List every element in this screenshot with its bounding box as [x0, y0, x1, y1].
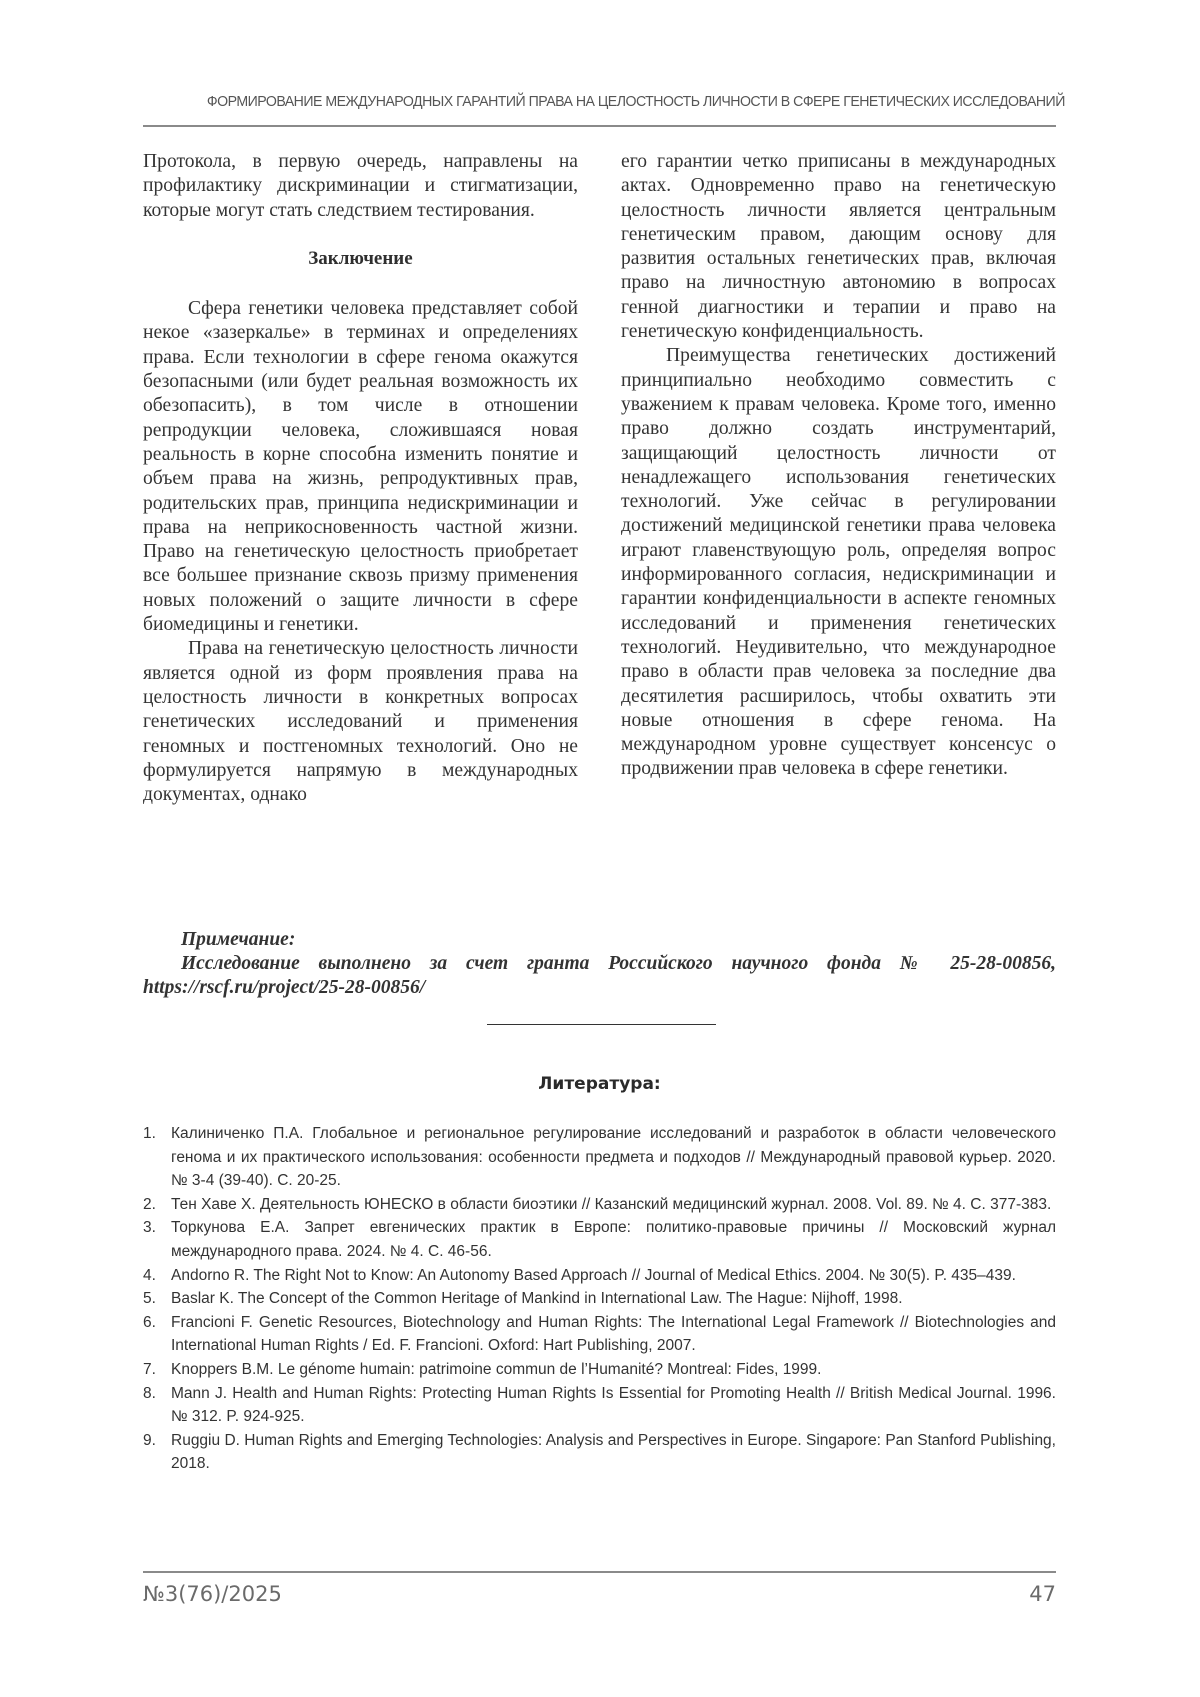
reference-text: Калиниченко П.А. Глобальное и региональное регулирование исследований и разработок в области человеческого генома и их практического использования: особенности предмета и подходов // Международный правовой курьер. 2020. № 3-4 (39-40). С. 20-25.: [171, 1125, 1056, 1190]
paragraph: Сфера генетики человека представляет собой некое «зазеркалье» в терминах и определениях права. Если технологии в сфере генома окажутся безопасными (или будет реальная возможность их обезопасить), в том числе в отношении репродукции человека, сложившаяся новая реальность в корне способна изменить понятие и объем права на жизнь, репродуктивных прав, родительских прав, принципа недискриминации и права на неприкосновенность частной жизни. Право на генетическую целостность приобретает все большее признание сквозь призму применения новых положений о защите личности в сфере биомедицины и генетики.: [143, 298, 578, 636]
reference-item: [143, 1382, 1056, 1429]
reference-number: 6.: [143, 1313, 156, 1331]
header-rule: [143, 125, 1056, 127]
reference-text: Торкунова Е.А. Запрет евгенических практик в Европе: политико-правовые причины // Московский журнал международного права. 2024. № 4. С. 46-56.: [171, 1219, 1056, 1260]
reference-item: [143, 1287, 1056, 1311]
reference-text: Francioni F. Genetic Resources, Biotechnology and Human Rights: The International Legal Framework // Biotechnologies and International Human Rights / Ed. F. Francioni. Oxford: Hart Publishing, 2007.: [171, 1313, 1056, 1355]
reference-item: [143, 1264, 1056, 1288]
reference-item: [143, 1311, 1056, 1358]
reference-text: Mann J. Health and Human Rights: Protecting Human Rights Is Essential for Promoting Health // British Medical Journal. 1996. № 312. P. 924-925.: [171, 1384, 1056, 1426]
funding-note: [143, 928, 1056, 1000]
section-separator: [487, 1024, 716, 1025]
issue-number: №3(76)/2025: [143, 1582, 282, 1606]
reference-number: 4.: [143, 1266, 156, 1284]
right-column: [621, 150, 1056, 807]
two-column-body: [143, 150, 1056, 807]
reference-item: [143, 1216, 1056, 1263]
reference-number: 9.: [143, 1431, 156, 1449]
reference-number: 5.: [143, 1290, 156, 1308]
reference-number: 7.: [143, 1360, 156, 1378]
reference-text: Baslar K. The Concept of the Common Heritage of Mankind in International Law. The Hague: Nijhoff, 1998.: [171, 1290, 903, 1308]
note-label: Примечание:: [181, 929, 296, 950]
reference-item: [143, 1358, 1056, 1382]
reference-item: [143, 1429, 1056, 1476]
paragraph: его гарантии четко приписаны в международных актах. Одновременно право на генетическую целостность личности является центральным генетическим правом, дающим основу для развития остальных генетических прав, включая право на личностную автономию в вопросах генной диагностики и терапии и право на генетическую конфиденциальность.: [621, 151, 1056, 343]
paragraph: Преимущества генетических достижений принципиально необходимо совместить с уважением к правам человека. Кроме того, именно право должно создать инструментарий, защищающий целостность личности от ненадлежащего использования генетических технологий. Уже сейчас в регулировании достижений медицинской генетики права человека играют главенствующую роль, определяя вопрос информированного согласия, недискриминации и гарантии конфиденциальности в аспекте геномных исследований и применения генетических технологий. Неудивительно, что международное право в области прав человека за последние два десятилетия расширилось, чтобы охватить эти новые отношения в сфере генома. На международном уровне существует консенсус о продвижении прав человека в сфере генетики.: [621, 345, 1056, 780]
reference-item: [143, 1193, 1056, 1217]
reference-number: 2.: [143, 1195, 156, 1213]
reference-number: 8.: [143, 1384, 156, 1402]
page-number: 47: [1029, 1582, 1056, 1606]
paragraph: Протокола, в первую очередь, направлены на профилактику дискриминации и стигматизации, которые могут стать следствием тестирования.: [143, 151, 578, 221]
reference-item: [143, 1122, 1056, 1193]
references-heading: Литература:: [538, 1074, 661, 1094]
reference-text: Тен Хаве Х. Деятельность ЮНЕСКО в области биоэтики // Казанский медицинский журнал. 2008. Vol. 89. № 4. С. 377-383.: [171, 1195, 1052, 1213]
section-heading-conclusion: Заключение: [308, 247, 413, 269]
reference-text: Knoppers B.M. Le génome humain: patrimoine commun de l’Humanité? Montreal: Fides, 1999.: [171, 1360, 822, 1378]
left-column: [143, 150, 578, 807]
paragraph: Права на генетическую целостность личности является одной из форм проявления права на целостность личности в конкретных вопросах генетических исследований и применения геномных и постгеномных технологий. Оно не формулируется напрямую в международных документах, однако: [143, 638, 578, 806]
reference-number: 1.: [143, 1125, 156, 1142]
reference-text: Andorno R. The Right Not to Know: An Autonomy Based Approach // Journal of Medical Ethics. 2004. № 30(5). P. 435–439.: [171, 1266, 1016, 1284]
references-list: [143, 1122, 1056, 1476]
note-text: Исследование выполнено за счет гранта Российского научного фонда № 25-28-00856, https://rscf.ru/project/25-28-00856/: [143, 953, 1056, 998]
reference-text: Ruggiu D. Human Rights and Emerging Technologies: Analysis and Perspectives in Europe. Singapore: Pan Stanford Publishing, 2018.: [171, 1431, 1056, 1473]
reference-number: 3.: [143, 1219, 156, 1237]
running-header: ФОРМИРОВАНИЕ МЕЖДУНАРОДНЫХ ГАРАНТИЙ ПРАВА НА ЦЕЛОСТНОСТЬ ЛИЧНОСТИ В СФЕРЕ ГЕНЕТИЧЕСКИХ ИССЛЕДОВАНИЙ: [206, 93, 1065, 110]
footer-rule: [143, 1571, 1056, 1573]
